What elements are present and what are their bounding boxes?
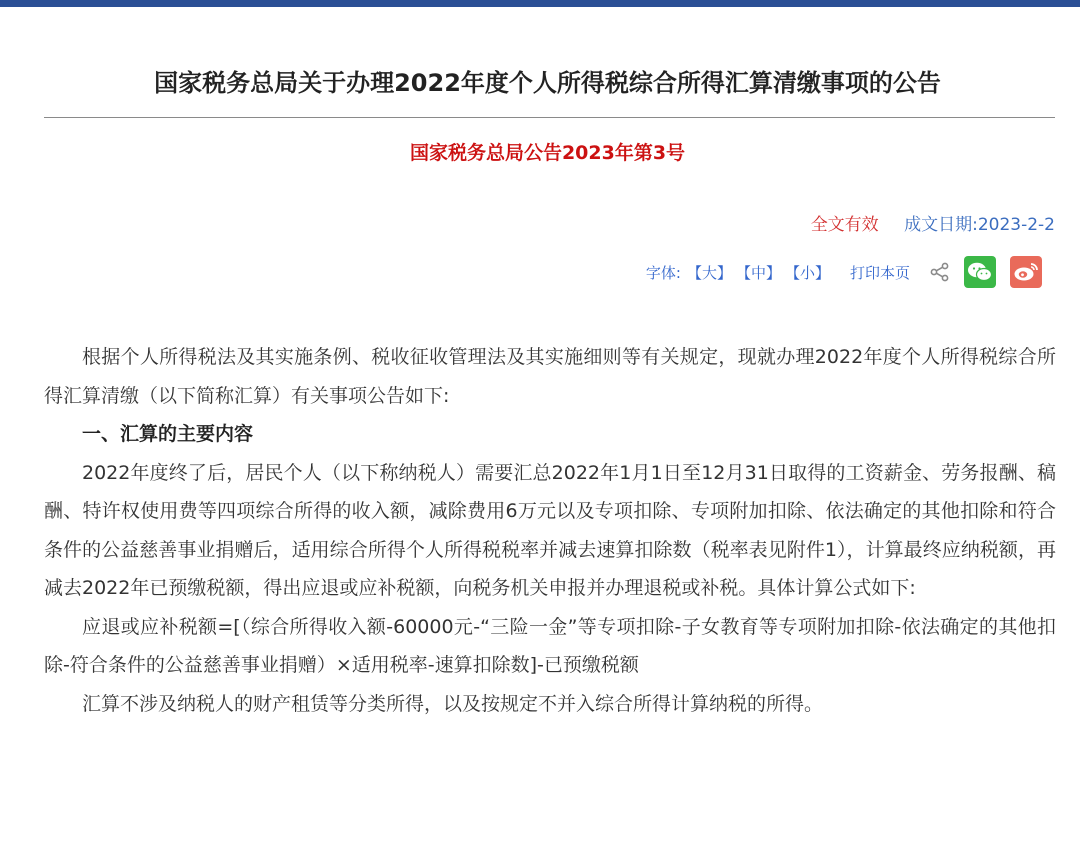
wechat-icon[interactable] — [964, 256, 996, 288]
validity-status: 全文有效 — [810, 215, 879, 235]
intro-paragraph: 根据个人所得税法及其实施条例、税收征收管理法及其实施细则等有关规定，现就办理2022年度个人所得税综合所得汇算清缴（以下简称汇算）有关事项公告如下: — [44, 346, 1056, 407]
weibo-icon[interactable] — [1010, 256, 1042, 288]
font-size-small-button[interactable]: 【小】 — [784, 263, 830, 282]
article-body — [44, 338, 1056, 723]
page-tools — [646, 256, 1042, 288]
font-size-medium-button[interactable]: 【中】 — [735, 263, 781, 282]
document-number: 国家税务总局公告2023年第3号 — [409, 142, 686, 164]
title-divider — [44, 117, 1055, 118]
content-paragraph: 汇算不涉及纳税人的财产租赁等分类所得，以及按规定不并入综合所得计算纳税的所得。 — [82, 692, 824, 715]
share-icon[interactable] — [930, 262, 964, 282]
issue-date: 成文日期:2023-2-2 — [904, 215, 1055, 235]
print-page-button[interactable]: 打印本页 — [849, 263, 910, 282]
top-bar — [0, 0, 1080, 7]
content-paragraph: 2022年度终了后，居民个人（以下称纳税人）需要汇总2022年1月1日至12月31日取得的工资薪金、劳务报酬、稿酬、特许权使用费等四项综合所得的收入额，减除费用6万元以及专项扣除、专项附加扣除、依法确定的其他扣除和符合条件的公益慈善事业捐赠后，适用综合所得个人所得税税率并减去速算扣除数（税率表见附件1），计算最终应纳税额，再减去2022年已预缴税额，得出应退或应补税额，向税务机关申报并办理退税或补税。具体计算公式如下: — [44, 461, 1056, 599]
section-heading: 一、汇算的主要内容 — [82, 423, 254, 445]
font-size-label: 字体: — [645, 263, 681, 282]
page-title: 国家税务总局关于办理2022年度个人所得税综合所得汇算清缴事项的公告 — [154, 69, 941, 97]
font-size-large-button[interactable]: 【大】 — [686, 263, 732, 282]
formula-paragraph: 应退或应补税额=[（综合所得收入额-60000元-“三险一金”等专项扣除-子女教育等专项附加扣除-依法确定的其他扣除-符合条件的公益慈善事业捐赠）×适用税率-速算扣除数]-已预缴税额 — [44, 615, 1056, 676]
document-meta — [811, 212, 1055, 238]
